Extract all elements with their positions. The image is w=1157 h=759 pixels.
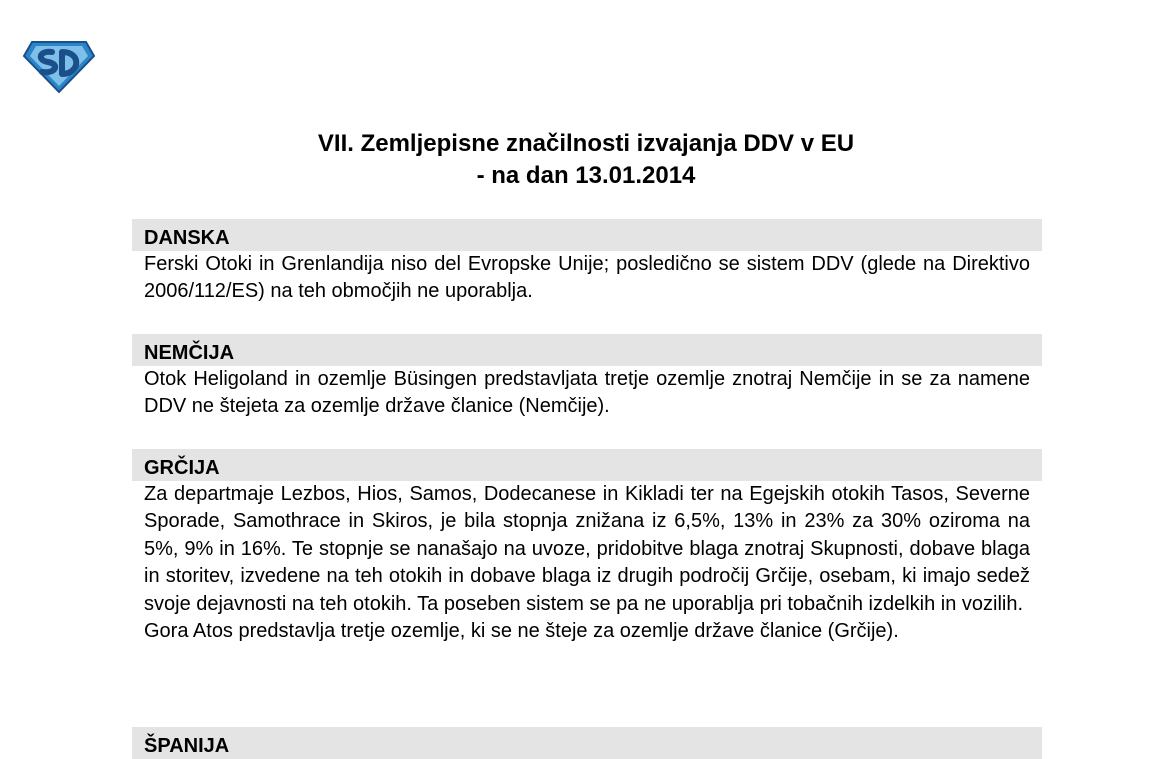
- section-paragraph: Otok Heligoland in ozemlje Büsingen predstavljata tretje ozemlje znotraj Nemčije in se za namene DDV ne štejeta za ozemlje države članice (Nemčije).: [144, 368, 1030, 418]
- section-heading: DANSKA: [132, 219, 1042, 251]
- page-title-line1: VII. Zemljepisne značilnosti izvajanja DDV v EU: [317, 130, 855, 157]
- section-body: [132, 251, 1042, 306]
- section-heading: NEMČIJA: [132, 334, 1042, 366]
- section-heading: ŠPANIJA: [132, 727, 1042, 759]
- section-grcija: [132, 449, 1042, 645]
- page-title: [0, 128, 1157, 192]
- section-body: [132, 366, 1042, 421]
- sd-logo-icon: [22, 40, 96, 94]
- section-spanija: [132, 727, 1042, 759]
- section-body: [132, 481, 1042, 645]
- section-paragraph: Za departmaje Lezbos, Hios, Samos, Dodecanese in Kikladi ter na Egejskih otokih Tasos, Severne Sporade, Samothrace in Skiros, je bila stopnja znižana iz 6,5%, 13% in 23% za 30% oziroma na 5%, 9% in 16%. Te stopnje se nanašajo na uvoze, pridobitve blaga znotraj Skupnosti, dobave blaga in storitev, izvedene na teh otokih in dobave blaga iz drugih področij Grčije, osebam, ki imajo sedež svoje dejavnosti na teh otokih. Ta poseben sistem se pa ne uporablja pri tobačnih izdelkih in vozilih.: [144, 483, 1030, 615]
- page-title-line2: - na dan 13.01.2014: [476, 162, 696, 189]
- section-paragraph: Ferski Otoki in Grenlandija niso del Evropske Unije; posledično se sistem DDV (glede na Direktivo 2006/112/ES) na teh območjih ne uporablja.: [144, 253, 1030, 303]
- section-paragraph: Gora Atos predstavlja tretje ozemlje, ki se ne šteje za ozemlje države članice (Grčije).: [144, 620, 899, 643]
- company-logo: [22, 40, 96, 94]
- section-heading: GRČIJA: [132, 449, 1042, 481]
- section-nemcija: [132, 334, 1042, 421]
- section-danska: [132, 219, 1042, 306]
